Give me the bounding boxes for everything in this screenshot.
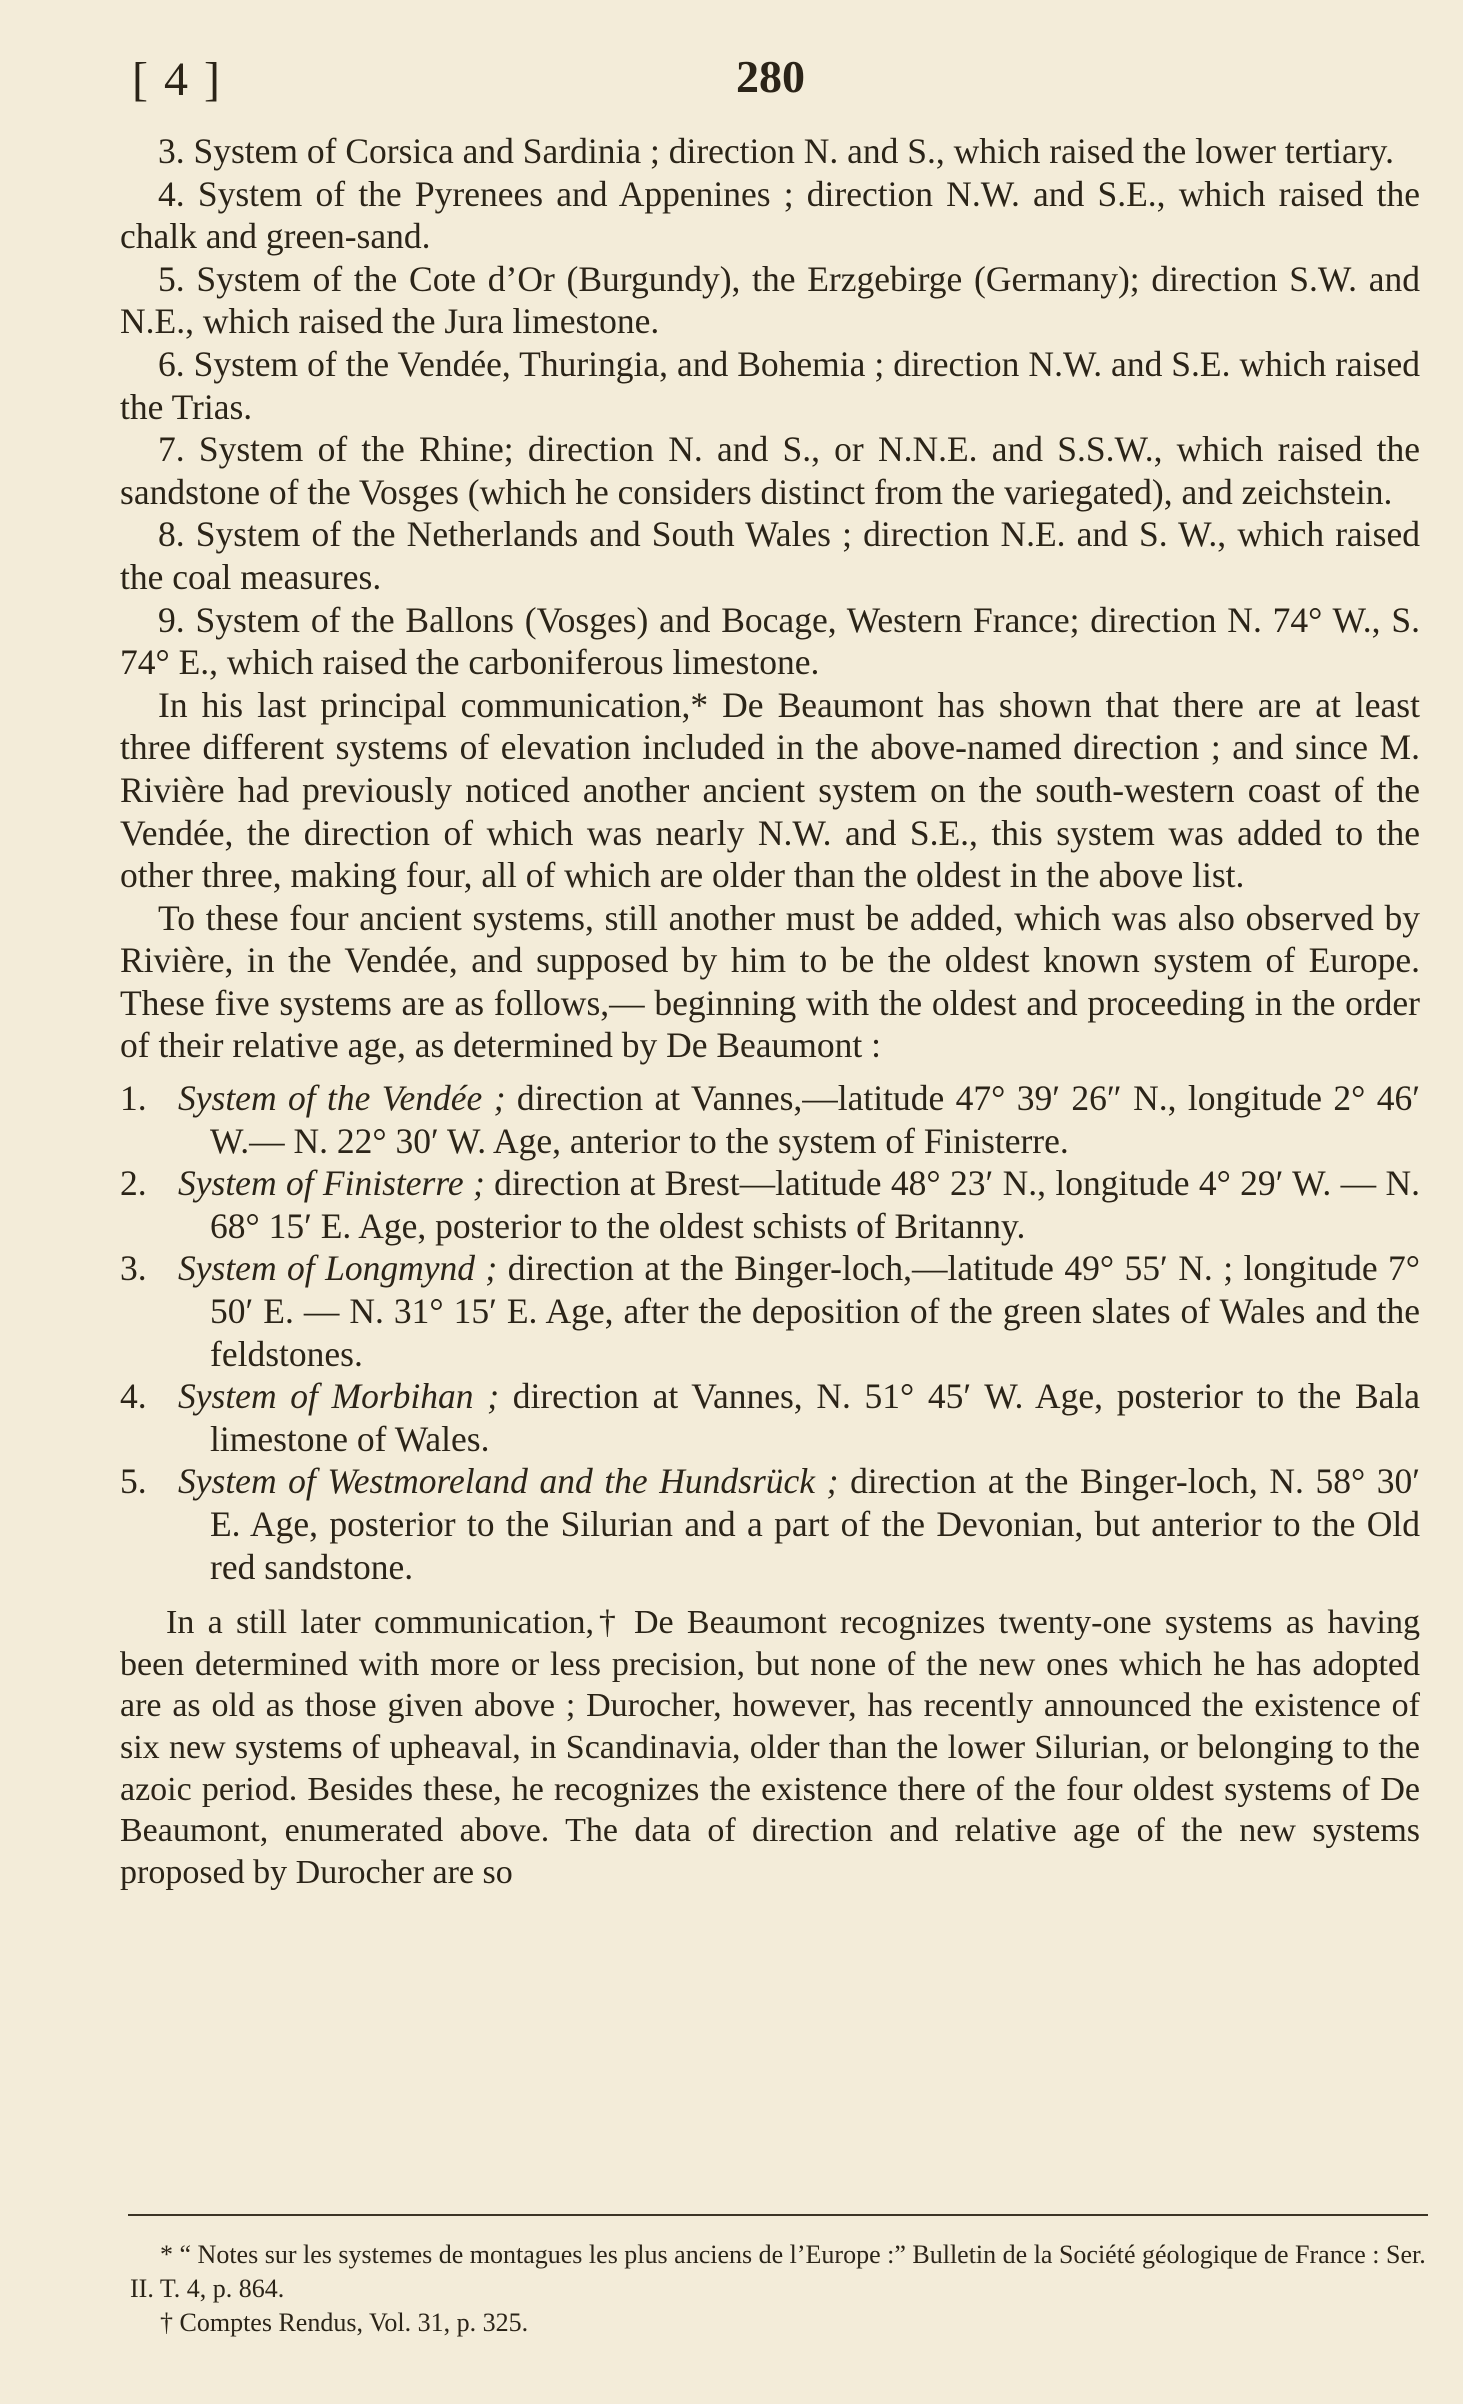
ancient-systems-list	[120, 1077, 1420, 1588]
ancient-system-item: 2. System of Finisterre ; direction at Brest—latitude 48° 23′ N., longitude 4° 29′ W. — N. 68° 15′ E. Age, posterior to the oldest schists of Britanny.	[120, 1163, 1420, 1246]
system-item: 9. System of the Ballons (Vosges) and Bocage, Western France; direction N. 74° W., S. 74° E., which raised the carboniferous limestone.	[120, 599, 1420, 683]
system-item: 5. System of the Cote d’Or (Burgundy), the Erzgebirge (Germany); direction S.W. and N.E., which raised the Jura limestone.	[120, 258, 1420, 342]
system-item: 6. System of the Vendée, Thuringia, and Bohemia ; direction N.W. and S.E. which raised the Trias.	[120, 343, 1420, 427]
ancient-system-item: 3. System of Longmynd ; direction at the Binger-loch,—latitude 49° 55′ N. ; longitude 7° 50′ E. — N. 31° 15′ E. Age, after the deposition of the green slates of Wales and the feldstones.	[120, 1248, 1421, 1374]
system-item: 4. System of the Pyrenees and Appenines ; direction N.W. and S.E., which raised the chalk and green-sand.	[120, 173, 1420, 257]
footnote-divider	[128, 2214, 1428, 2216]
ancient-system-item: 1. System of the Vendée ; direction at Vannes,—latitude 47° 39′ 26″ N., longitude 2° 46′ W.— N. 22° 30′ W. Age, anterior to the system of Finisterre.	[120, 1078, 1420, 1161]
ancient-system-item: 4. System of Morbihan ; direction at Vannes, N. 51° 45′ W. Age, posterior to the Bala limestone of Wales.	[120, 1376, 1421, 1459]
system-item: 8. System of the Netherlands and South Wales ; direction N.E. and S. W., which raised the coal measures.	[120, 514, 1420, 597]
footnote-star: * “ Notes sur les systemes de montagues les plus anciens de l’Europe :” Bulletin de la Société géologique de France : Ser. II. T. 4, p. 864.	[130, 2240, 1426, 2303]
signature-mark: [ 4 ]	[132, 53, 222, 106]
ancient-system-item: 5. System of Westmoreland and the Hundsrück ; direction at the Binger-loch, N. 58° 30′ E. Age, posterior to the Silurian and a part of the Devonian, but anterior to the Old red sandstone.	[120, 1461, 1420, 1587]
system-item: 3. System of Corsica and Sardinia ; direction N. and S., which raised the lower tertiary.	[158, 131, 1394, 171]
paragraph-five-systems: To these four ancient systems, still another must be added, which was also observed by Rivière, in the Vendée, and supposed by him to be the oldest known system of Europe. These five systems are as follows,— beginning with the oldest and proceeding in the order of their relative age, as determined by De Beaumont :	[120, 897, 1420, 1066]
paragraph-later-communication: In a still later communication,† De Beaumont recognizes twenty-one systems as having been determined with more or less precision, but none of the new ones which he has adopted are as old as those given above ; Durocher, however, has recently announced the existence of six new systems of upheaval, in Scandinavia, older than the lower Silurian, or belonging to the azoic period. Besides these, he recognizes the existence there of the four oldest systems of De Beaumont, enumerated above. The data of direction and relative age of the new systems proposed by Durocher are so	[120, 1604, 1420, 1891]
page-body	[120, 130, 1420, 1893]
footnote-dagger: † Comptes Rendus, Vol. 31, p. 325.	[160, 2308, 529, 2337]
footnotes	[130, 2238, 1430, 2340]
paragraph-last-communication: In his last principal communication,* De Beaumont has shown that there are at least three different systems of elevation included in the above-named direction ; and since M. Rivière had previously noticed another ancient system on the south-western coast of the Vendée, the direction of which was nearly N.W. and S.E., this system was added to the other three, making four, all of which are older than the oldest in the above list.	[120, 684, 1420, 896]
system-item: 7. System of the Rhine; direction N. and S., or N.N.E. and S.S.W., which raised the sandstone of the Vosges (which he considers distinct from the variegated), and zeichstein.	[120, 429, 1420, 512]
page-number: 280	[736, 51, 805, 102]
